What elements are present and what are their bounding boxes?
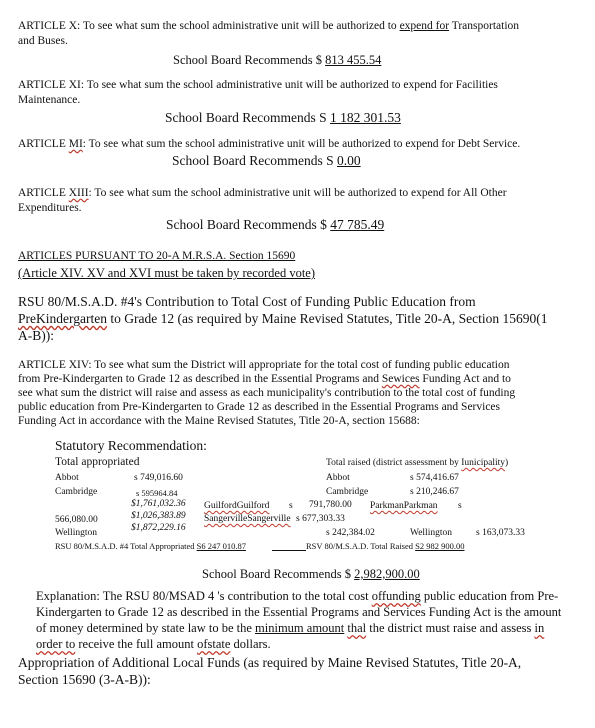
article-xiv-line5: Funding Act in accordance with the Maine Revised Statutes, Title 20-A, section 15688: <box>18 415 420 427</box>
total-raised-value: S2 982 900.00 <box>415 541 465 551</box>
final-recommendation <box>202 567 420 582</box>
text: the district must raise and assess <box>366 621 535 635</box>
rec-amount: 1 182 301.53 <box>330 110 401 125</box>
misspelled-text: ofstate <box>197 637 231 651</box>
misspelled-text: offunding <box>371 589 421 603</box>
article-x-line2: and Buses. <box>18 35 68 47</box>
text: ARTICLE <box>18 138 69 150</box>
article-x-line1 <box>18 20 519 32</box>
appropriation-line2: Section 15690 (3-A-B)): <box>18 672 151 687</box>
misspelled-text: thal <box>347 621 367 635</box>
text: ) <box>505 458 509 468</box>
explanation-line1 <box>36 589 558 604</box>
text: Total raised (district assessment by <box>326 458 462 468</box>
article-xiv-line2 <box>18 373 511 385</box>
article-xiv-line4: public education from Pre-Kindergarten to Grade 12 as described in the Essential Programs and Services <box>18 401 501 413</box>
rec-label: School Board Recommends $ <box>173 53 326 67</box>
wellington-label-right: Wellington <box>410 528 452 538</box>
total-appropriated-value: S6 247 010.87 <box>196 541 246 551</box>
total-appropriated-line <box>55 541 246 551</box>
sangerville-value: $1,026,383.89 <box>131 511 186 521</box>
guilford-value: $1,761,032.36 <box>131 499 186 509</box>
wellington-value-right: s 163,073.33 <box>476 528 525 538</box>
misspelled-text: Sewices <box>381 373 420 385</box>
wellington-value-left: s 242,384.02 <box>326 528 375 538</box>
article-xii-line1 <box>18 138 520 150</box>
article-xiv-line3: see what sum the district will raise and assess as each municipality's contribution to the total cost of funding <box>18 387 516 399</box>
article-xiii-line1 <box>18 187 507 199</box>
misspelled-text: Iunicipality <box>461 458 506 468</box>
statutory-heading: Statutory Recommendation: <box>55 438 207 453</box>
article-xi-line2: Maintenance. <box>18 94 81 106</box>
explanation-line3 <box>36 621 544 636</box>
rec-amount: 813 455.54 <box>325 53 382 67</box>
extra-value: $1,872,229.16 <box>131 523 186 533</box>
misspelled-text: in <box>534 621 545 635</box>
abbot-value-right: s 574,416.67 <box>410 473 459 483</box>
explanation-line4 <box>36 637 271 652</box>
rec-label: School Board Recommends S <box>172 153 337 168</box>
cambridge-label-right: Cambridge <box>326 487 369 497</box>
article-xi-line1: ARTICLE XI: To see what sum the school administrative unit will be authorized to expend for Facilities <box>18 79 498 91</box>
wellington-label-left: Wellington <box>55 528 97 538</box>
text: dollars. <box>230 637 271 651</box>
article-xi-recommendation <box>165 110 401 126</box>
explanation-line2: Kindergarten to Grade 12 as described in the Essential Programs and Services Funding Act is the amount <box>36 605 562 619</box>
guilford-raised: 791,780.00 <box>309 500 352 510</box>
article-x-recommendation <box>173 53 381 68</box>
text: ARTICLE <box>18 187 69 199</box>
text: : To see what sum the school administrative unit will be authorized to expend for All Other <box>88 187 507 199</box>
parkman-currency: s <box>458 501 462 511</box>
text: Funding Act and to <box>419 373 511 385</box>
text: RSV 80/M.S.A.D. Total Raised <box>306 541 416 551</box>
underlined-text: minimum amount <box>255 621 345 635</box>
total-appropriated-header: Total appropriated <box>55 456 140 468</box>
abbot-label-left: Abbot <box>55 473 79 483</box>
parkman-name: ParkmanParkman <box>370 501 438 511</box>
text: Explanation: The RSU 80/MSAD 4 's contribution to the total cost <box>36 589 372 603</box>
rsu-heading-line1: RSU 80/M.S.A.D. #4's Contribution to Total Cost of Funding Public Education from <box>18 294 476 309</box>
abbot-value-left: s 749,016.60 <box>134 473 183 483</box>
text: public education from Pre- <box>420 589 559 603</box>
guilford-name: GuilfordGuilford <box>204 501 270 511</box>
text: RSU 80/M.S.A.D. #4 Total Appropriated <box>55 541 197 551</box>
rec-amount: 47 785.49 <box>330 217 385 232</box>
pursuant-note: (Article XIV. XV and XVI must be taken by recorded vote) <box>18 266 316 280</box>
total-raised-header <box>326 458 508 468</box>
total-raised-line <box>306 541 465 551</box>
misspelled-text: MI <box>68 138 83 150</box>
misspelled-text: XIII <box>68 187 89 199</box>
misspelled-text: order to <box>36 637 76 651</box>
text: of money determined by state law to be the <box>36 621 256 635</box>
text: ARTICLE X: To see what sum the school administrative unit will be authorized to <box>18 20 400 32</box>
value-566: 566,080.00 <box>55 515 98 525</box>
text: : To see what sum the school administrative unit will be authorized to expend for Debt Service. <box>82 138 521 150</box>
article-xiii-recommendation <box>166 217 384 233</box>
guilford-currency: s <box>289 501 293 511</box>
misspelled-text: PreKindergarten <box>18 311 107 326</box>
appropriation-line1: Appropriation of Additional Local Funds (as required by Maine Revised Statutes, Title 20-A, <box>18 655 522 670</box>
abbot-label-right: Abbot <box>326 473 350 483</box>
text: Transportation <box>449 20 520 32</box>
article-xii-recommendation <box>172 153 361 169</box>
underlined-text: expend for <box>399 20 450 32</box>
article-xiii-line2: Expenditures. <box>18 202 82 214</box>
rec-amount: 0.00 <box>337 153 361 168</box>
text: from Pre-Kindergarten to Grade 12 as described in the Essential Programs and <box>18 373 382 385</box>
pursuant-heading: ARTICLES PURSUANT TO 20-A M.R.S.A. Section 15690 <box>18 250 296 262</box>
text: receive the full amount <box>75 637 198 651</box>
rec-amount: 2,982,900.00 <box>354 567 420 581</box>
rsu-heading-line2 <box>18 311 548 327</box>
divider <box>272 550 306 551</box>
rec-label: School Board Recommends $ <box>166 217 331 232</box>
text: to Grade 12 (as required by Maine Revised Statutes, Title 20-A, Section 15690(1 <box>106 311 548 326</box>
rec-label: School Board Recommends S <box>165 110 330 125</box>
sangerville-name: SangervilleSangerville <box>204 514 291 524</box>
sangerville-raised: s 677,303.33 <box>296 514 345 524</box>
rsu-heading-line3: A-B)): <box>18 328 54 343</box>
rec-label: School Board Recommends $ <box>202 567 355 581</box>
cambridge-value-right: s 210,246.67 <box>410 487 459 497</box>
article-xiv-line1: ARTICLE XIV: To see what sum the District will appropriate for the total cost of funding public education <box>18 359 510 371</box>
cambridge-value-left: s 595964.84 <box>136 488 178 498</box>
cambridge-label-left: Cambridge <box>55 487 98 497</box>
